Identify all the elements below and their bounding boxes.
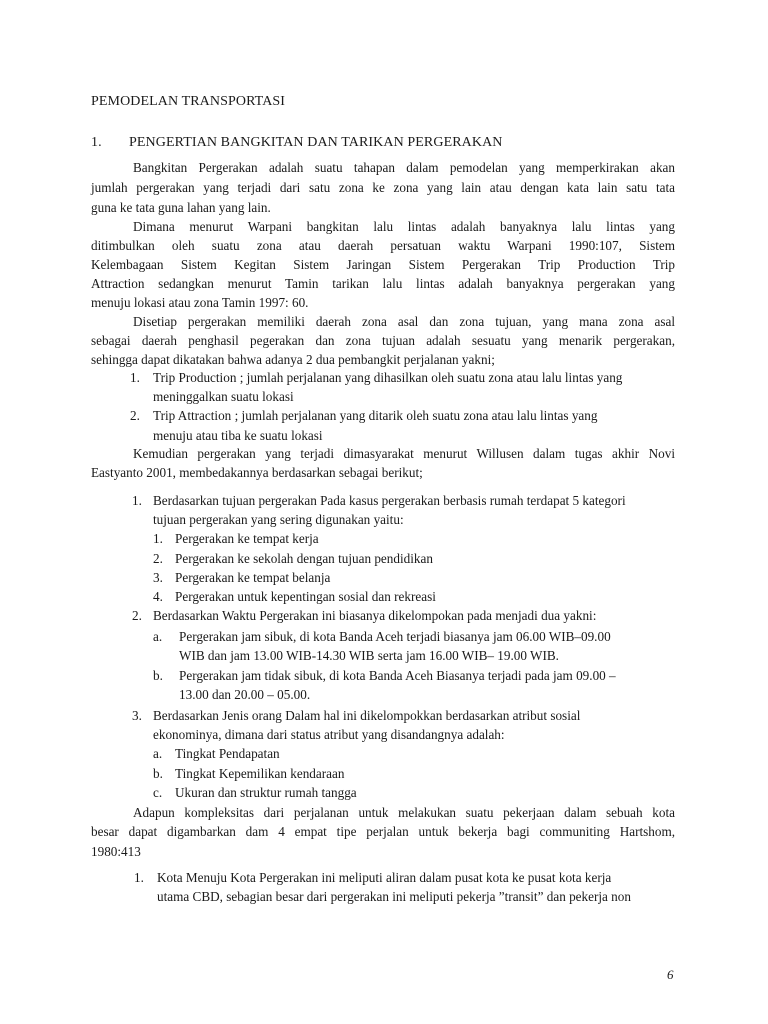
list-marker: 2.	[132, 608, 142, 623]
list-item: menuju atau tiba ke suatu lokasi	[153, 428, 323, 443]
text-line: Kelembagaan Sistem Kegitan Sistem Jaringan Sistem Pergerakan Trip Production Trip	[91, 257, 675, 272]
section-title: PENGERTIAN BANGKITAN DAN TARIKAN PERGERAKAN	[129, 135, 503, 150]
text-line: sebagai daerah penghasil pegerakan dan zona tujuan adalah sesuatu yang menarik pergerakan,	[91, 333, 675, 348]
list-marker: 1.	[132, 493, 142, 508]
list-item: Pergerakan untuk kepentingan sosial dan rekreasi	[175, 589, 436, 604]
text-line: 1980:413	[91, 844, 141, 859]
list-marker: a.	[153, 746, 163, 761]
list-marker: 2.	[130, 408, 140, 423]
list-item: Tingkat Kepemilikan kendaraan	[175, 766, 345, 781]
list-marker: b.	[153, 668, 163, 683]
list-item: Tingkat Pendapatan	[175, 746, 280, 761]
list-item: Berdasarkan tujuan pergerakan Pada kasus pergerakan berbasis rumah terdapat 5 kategori	[153, 493, 626, 508]
list-item: utama CBD, sebagian besar dari pergerakan ini meliputi pekerja ”transit” dan pekerja non	[157, 889, 631, 904]
text-line: Disetiap pergerakan memiliki daerah zona asal dan zona tujuan, yang mana zona asal	[133, 314, 675, 329]
text-line: sehingga dapat dikatakan bahwa adanya 2 dua pembangkit perjalanan yakni;	[91, 352, 495, 367]
list-item: Ukuran dan struktur rumah tangga	[175, 785, 357, 800]
list-item: tujuan pergerakan yang sering digunakan yaitu:	[153, 512, 404, 527]
list-marker: 2.	[153, 551, 163, 566]
page-title: PEMODELAN TRANSPORTASI	[91, 94, 286, 109]
text-line: Eastyanto 2001, membedakannya berdasarkan sebagai berikut;	[91, 465, 423, 480]
list-marker: 4.	[153, 589, 163, 604]
text-line: jumlah pergerakan yang terjadi dari satu zona ke zona yang lain atau dengan kata lain satu tata	[91, 180, 675, 195]
text-line: Attraction sedangkan menurut Tamin tarikan lalu lintas adalah banyaknya pergerakan yang	[91, 276, 675, 291]
list-item: Berdasarkan Waktu Pergerakan ini biasanya dikelompokan pada menjadi dua yakni:	[153, 608, 597, 623]
text-line: Kemudian pergerakan yang terjadi dimasyarakat menurut Willusen dalam tugas akhir Novi	[133, 446, 675, 461]
list-marker: 1.	[130, 370, 140, 385]
text-line: besar dapat digambarkan dam 4 empat tipe perjalan untuk bekerja bagi communiting Hartshom,	[91, 824, 675, 839]
list-item: Pergerakan jam tidak sibuk, di kota Banda Aceh Biasanya terjadi pada jam 09.00 –	[179, 668, 616, 683]
list-marker: c.	[153, 785, 163, 800]
list-marker: b.	[153, 766, 163, 781]
text-line: Dimana menurut Warpani bangkitan lalu lintas adalah banyaknya lalu lintas yang	[133, 219, 675, 234]
list-item: Pergerakan ke tempat belanja	[175, 570, 331, 585]
list-item: meninggalkan suatu lokasi	[153, 389, 294, 404]
list-item: WIB dan jam 13.00 WIB-14.30 WIB serta jam 16.00 WIB– 19.00 WIB.	[179, 648, 559, 663]
text-line: menuju lokasi atau zona Tamin 1997: 60.	[91, 295, 309, 310]
text-line: ditimbulkan oleh suatu zona atau daerah persatuan waktu Warpani 1990:107, Sistem	[91, 238, 675, 253]
list-item: Berdasarkan Jenis orang Dalam hal ini dikelompokkan berdasarkan atribut sosial	[153, 708, 581, 723]
list-item: ekonominya, dimana dari status atribut yang disandangnya adalah:	[153, 727, 505, 742]
list-item: Trip Production ; jumlah perjalanan yang dihasilkan oleh suatu zona atau lalu lintas yang	[153, 370, 623, 385]
list-marker: 3.	[132, 708, 142, 723]
list-item: Pergerakan jam sibuk, di kota Banda Aceh terjadi biasanya jam 06.00 WIB–09.00	[179, 629, 611, 644]
list-item: Kota Menuju Kota Pergerakan ini meliputi aliran dalam pusat kota ke pusat kota kerja	[157, 870, 612, 885]
list-marker: 1.	[153, 531, 163, 546]
page-number: 6	[667, 967, 674, 982]
text-line: Adapun kompleksitas dari perjalanan untuk melakukan suatu pekerjaan dalam sebuah kota	[133, 805, 675, 820]
text-line: guna ke tata guna lahan yang lain.	[91, 200, 271, 215]
list-item: Pergerakan ke tempat kerja	[175, 531, 319, 546]
text-line: Bangkitan Pergerakan adalah suatu tahapan dalam pemodelan yang memperkirakan akan	[133, 160, 675, 175]
list-marker: 3.	[153, 570, 163, 585]
list-item: Pergerakan ke sekolah dengan tujuan pendidikan	[175, 551, 433, 566]
section-number: 1.	[91, 135, 102, 150]
list-marker: 1.	[134, 870, 144, 885]
list-item: Trip Attraction ; jumlah perjalanan yang ditarik oleh suatu zona atau lalu lintas yang	[153, 408, 598, 423]
list-item: 13.00 dan 20.00 – 05.00.	[179, 687, 311, 702]
list-marker: a.	[153, 629, 163, 644]
